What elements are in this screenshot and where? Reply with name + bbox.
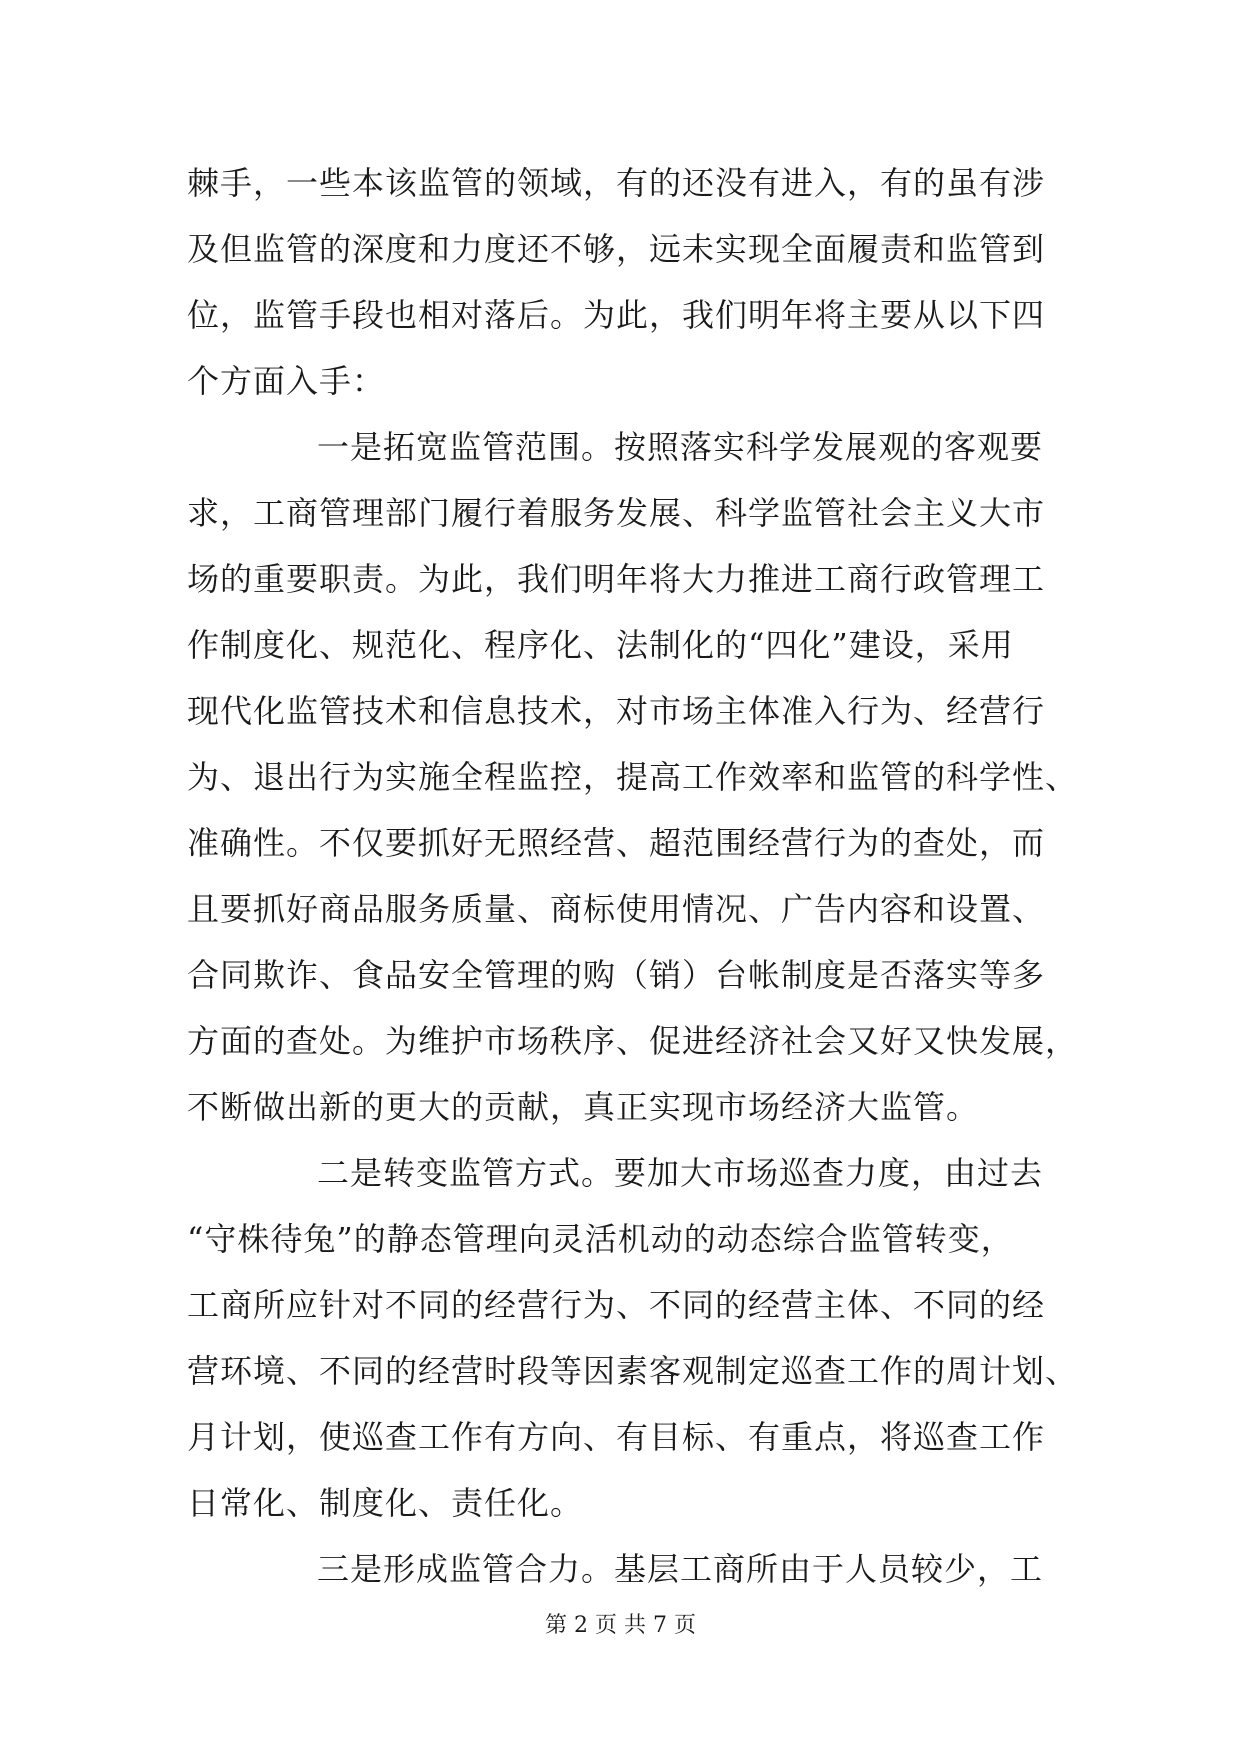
paragraph-start-line: 一是拓宽监管范围。按照落实科学发展观的客观要 [317,428,1044,466]
paragraph-start-line: 三是形成监管合力。基层工商所由于人员较少，工 [317,1550,1044,1588]
text-line: “守株待兔”的静态管理向灵活机动的动态综合监管转变， [187,1220,1014,1258]
text-line: 且要抓好商品服务质量、商标使用情况、广告内容和设置、 [187,890,1046,928]
text-line: 营环境、不同的经营时段等因素客观制定巡查工作的周计划、 [187,1352,1079,1390]
text-line: 场的重要职责。为此，我们明年将大力推进工商行政管理工 [187,560,1046,598]
text-line: 位，监管手段也相对落后。为此，我们明年将主要从以下四 [187,296,1046,334]
text-line: 方面的查处。为维护市场秩序、促进经济社会又好又快发展， [187,1022,1079,1060]
text-line: 合同欺诈、食品安全管理的购（销）台帐制度是否落实等多 [187,956,1046,994]
body-text [187,150,1079,1602]
text-line: 棘手，一些本该监管的领域，有的还没有进入，有的虽有涉 [187,164,1046,202]
text-line: 求，工商管理部门履行着服务发展、科学监管社会主义大市 [187,494,1046,532]
text-line: 现代化监管技术和信息技术，对市场主体准入行为、经营行 [187,692,1046,730]
text-line: 作制度化、规范化、程序化、法制化的“四化”建设，采用 [187,626,1014,664]
text-line: 月计划，使巡查工作有方向、有目标、有重点，将巡查工作 [187,1418,1046,1456]
text-line: 个方面入手： [187,362,386,400]
text-line: 工商所应针对不同的经营行为、不同的经营主体、不同的经 [187,1286,1046,1324]
text-line: 为、退出行为实施全程监控，提高工作效率和监管的科学性、 [187,758,1079,796]
text-line: 日常化、制度化、责任化。 [187,1484,584,1522]
text-line: 及但监管的深度和力度还不够，远未实现全面履责和监管到 [187,230,1046,268]
text-line: 准确性。不仅要抓好无照经营、超范围经营行为的查处，而 [187,824,1046,862]
paragraph-start-line: 二是转变监管方式。要加大市场巡查力度，由过去 [317,1154,1044,1192]
page-footer: 第 2 页 共 7 页 [545,1613,696,1638]
text-line: 不断做出新的更大的贡献，真正实现市场经济大监管。 [187,1088,980,1126]
